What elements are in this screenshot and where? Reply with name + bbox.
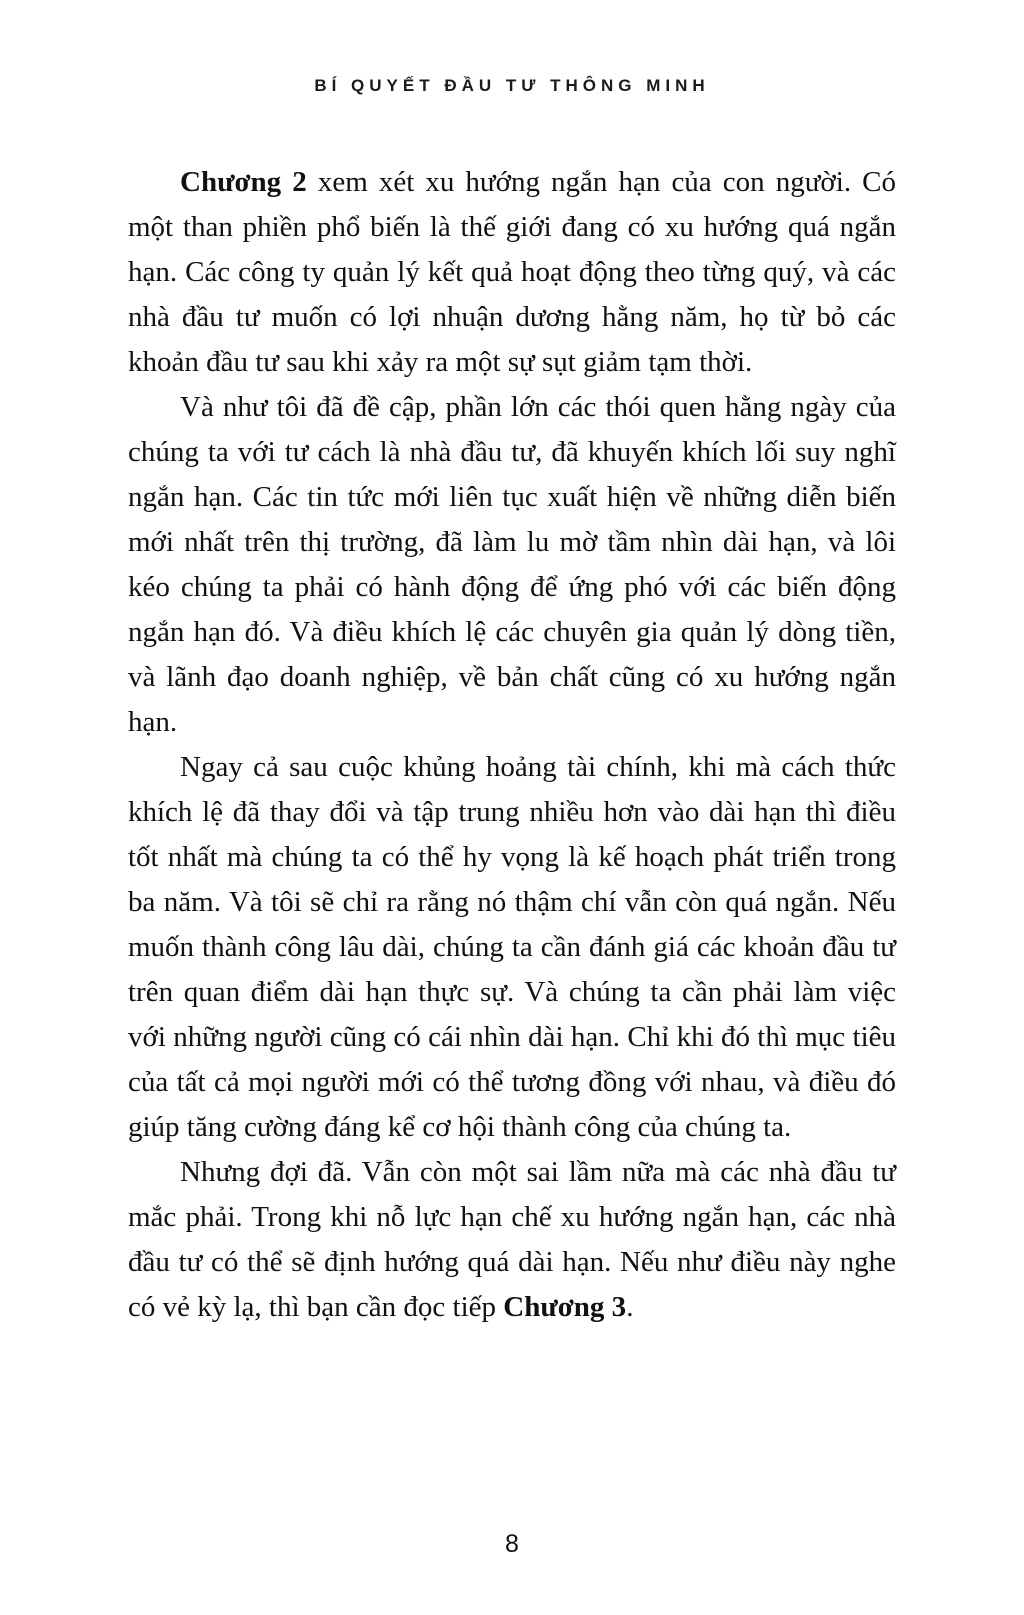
page-number: 8 xyxy=(505,1530,519,1558)
paragraph-text: Và như tôi đã đề cập, phần lớn các thói quen hằng ngày của chúng ta với tư cách là nhà đầu tư, đã khuyến khích lối suy nghĩ ngắn hạn. Các tin tức mới liên tục xuất hiện về những diễn biến mới nhất trên thị trường, đã làm lu mờ tầm nhìn dài hạn, và lôi kéo chúng ta phải có hành động để ứng phó với các biến động ngắn hạn đó. Và điều khích lệ các chuyên gia quản lý dòng tiền, và lãnh đạo doanh nghiệp, về bản chất cũng có xu hướng ngắn hạn. xyxy=(128,391,896,738)
paragraph-text: Nhưng đợi đã. Vẫn còn một sai lầm nữa mà các nhà đầu tư mắc phải. Trong khi nỗ lực hạn chế xu hướng ngắn hạn, các nhà đầu tư có thể sẽ định hướng quá dài hạn. Nếu như điều này nghe có vẻ kỳ lạ, thì bạn cần đọc tiếp xyxy=(128,1156,896,1323)
paragraph-1 xyxy=(128,160,896,385)
running-header: BÍ QUYẾT ĐẦU TƯ THÔNG MINH xyxy=(314,76,710,95)
chapter-reference: Chương 2 xyxy=(180,166,307,198)
paragraph-text: . xyxy=(626,1291,634,1323)
body-text xyxy=(128,160,896,1330)
paragraph-4 xyxy=(128,1150,896,1330)
paragraph-text: xem xét xu hướng ngắn hạn của con người. Có một than phiền phổ biến là thế giới đang có xu hướng quá ngắn hạn. Các công ty quản lý kết quả hoạt động theo từng quý, và các nhà đầu tư muốn có lợi nhuận dương hằng năm, họ từ bỏ các khoản đầu tư sau khi xảy ra một sự sụt giảm tạm thời. xyxy=(128,166,896,378)
chapter-reference: Chương 3 xyxy=(503,1291,627,1323)
paragraph-2 xyxy=(128,385,896,745)
paragraph-3 xyxy=(128,745,896,1150)
paragraph-text: Ngay cả sau cuộc khủng hoảng tài chính, khi mà cách thức khích lệ đã thay đổi và tập trung nhiều hơn vào dài hạn thì điều tốt nhất mà chúng ta có thể hy vọng là kế hoạch phát triển trong ba năm. Và tôi sẽ chỉ ra rằng nó thậm chí vẫn còn quá ngắn. Nếu muốn thành công lâu dài, chúng ta cần đánh giá các khoản đầu tư trên quan điểm dài hạn thực sự. Và chúng ta cần phải làm việc với những người cũng có cái nhìn dài hạn. Chỉ khi đó thì mục tiêu của tất cả mọi người mới có thể tương đồng với nhau, và điều đó giúp tăng cường đáng kể cơ hội thành công của chúng ta. xyxy=(128,751,896,1143)
